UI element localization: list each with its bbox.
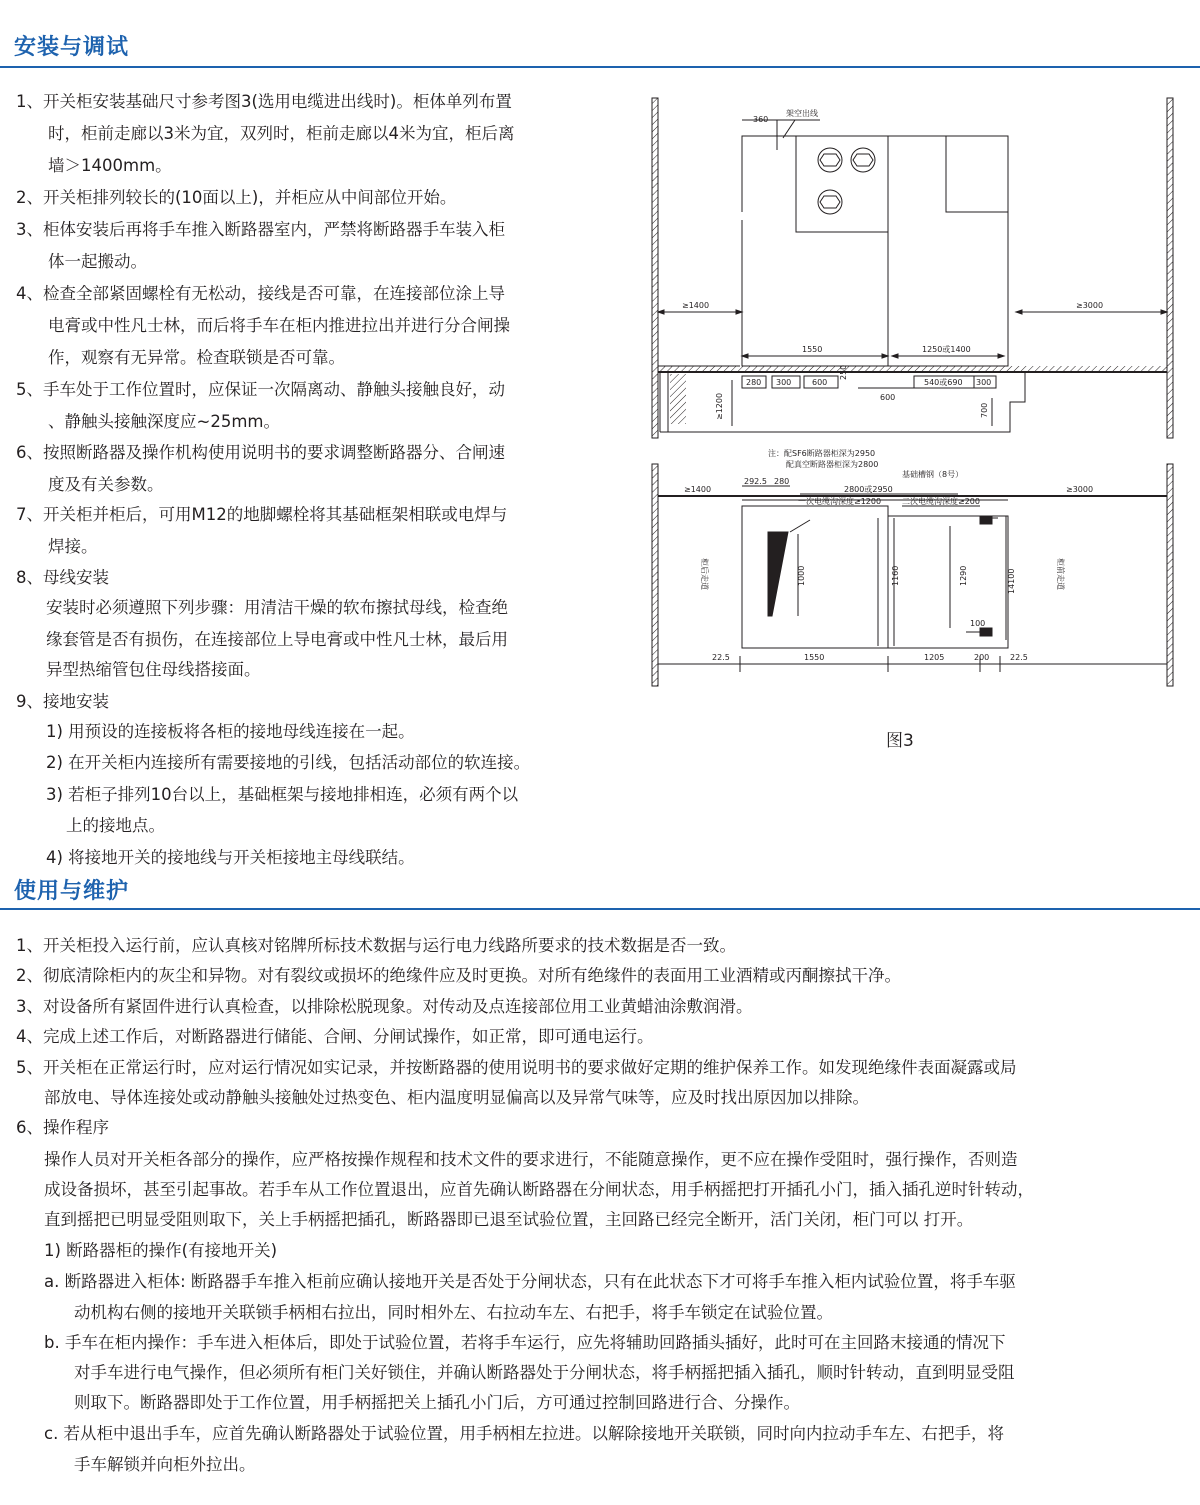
label-cable1: 一次电缆沟深度≥1200	[798, 497, 882, 506]
label-rear-min: ≥1400	[682, 301, 710, 310]
label-rear-corridor: 柜后走道	[700, 558, 709, 590]
label-280-bottom: 280	[774, 477, 790, 486]
bushing	[818, 190, 842, 214]
install-text-line: 1) 用预设的连接板将各柜的接地母线连接在一起。	[46, 722, 415, 741]
label-200: 200	[974, 653, 990, 662]
maintain-text-line: 6、操作程序	[16, 1118, 109, 1137]
label-front-corridor: 柜前走道	[1056, 558, 1065, 590]
install-text-line: 4) 将接地开关的接地线与开关柜接地主母线联结。	[46, 848, 415, 867]
maintain-text-line: c. 若从柜中退出手车，应首先确认断路器处于试验位置，用手柄相左拉进。以解除接地开关联锁，同时向内拉动手车左、右把手，将	[44, 1424, 1005, 1443]
label-1250: 1250或1400	[922, 345, 971, 354]
section-title-maintain: 使用与维护	[14, 879, 130, 904]
label-1205: 1205	[924, 653, 945, 662]
install-text-line: 7、开关柜并柜后，可用M12的地脚螺栓将其基础框架相联或电焊与	[16, 505, 508, 524]
install-text-line: 安装时必须遵照下列步骤：用清洁干燥的软布擦拭母线，检查绝	[46, 598, 508, 617]
label-600b: 600	[880, 393, 896, 402]
install-text-line: 3、柜体安装后再将手车推入断路器室内，严禁将断路器手车装入柜	[16, 220, 505, 239]
cabinet-front	[888, 136, 1008, 366]
bushing-box-right	[946, 136, 1008, 212]
install-text-line: 3) 若柜子排列10台以上，基础框架与接地排相连，必须有两个以	[46, 785, 519, 804]
maintain-text-line: 动机构右侧的接地开关联锁手柄相右拉出，同时相外左、右拉动车左、右把手，将手车锁定在试验位置。	[74, 1303, 833, 1322]
bushing-box	[796, 136, 888, 232]
maintain-text-line: 直到摇把已明显受阻则取下，关上手柄摇把插孔，断路器即已退至试验位置，主回路已经完全断开，活门关闭，柜门可以 打开。	[44, 1210, 974, 1229]
label-100: 100	[970, 619, 986, 628]
left-wall-top	[652, 98, 658, 438]
label-700: 700	[980, 402, 989, 418]
maintain-text-line: 2、彻底清除柜内的灰尘和异物。对有裂纹或损坏的绝缘件应及时更换。对所有绝缘件的表面用工业酒精或丙酮擦拭干净。	[16, 966, 901, 985]
install-text-line: 上的接地点。	[66, 816, 165, 835]
bushing	[851, 148, 875, 172]
maintain-text-line: 手车解锁并向柜外拉出。	[74, 1455, 256, 1474]
label-front-min-bottom: ≥3000	[1066, 485, 1094, 494]
maintain-text-line: 则取下。断路器即处于工作位置，用手柄摇把关上插孔小门后，方可通过控制回路进行合、分操作。	[74, 1393, 800, 1412]
cabinet-rear	[742, 136, 888, 366]
install-text-line: 电膏或中性凡士林，而后将手车在柜内推进拉出并进行分合闸操	[48, 316, 510, 335]
right-wall-top	[1167, 98, 1173, 438]
maintain-text-line: 部放电、导体连接处或动静触头接触处过热变色、柜内温度明显偏高以及异常气味等，应及时找出原因加以排除。	[44, 1088, 869, 1107]
label-1200: ≥1200	[715, 392, 724, 420]
install-text-line: 4、检查全部紧固螺栓有无松动，接线是否可靠，在连接部位涂上导	[16, 284, 505, 303]
install-text-line: 缘套管是否有损伤，在连接部位上导电膏或中性凡士林，最后用	[46, 630, 508, 649]
right-wall-bottom	[1167, 464, 1173, 686]
maintain-text-line: a. 断路器进入柜体: 断路器手车推入柜前应确认接地开关是否处于分闸状态，只有在此状态下才可将手车推入柜内试验位置，将手车驱	[44, 1272, 1016, 1291]
label-250: 250	[839, 364, 848, 380]
label-360: 360	[753, 115, 769, 124]
label-cable2: 二次电缆沟深度≥200	[902, 497, 980, 506]
figure-caption: 图3	[886, 731, 914, 751]
left-wall-bottom	[652, 464, 658, 686]
label-front-min: ≥3000	[1076, 301, 1104, 310]
note-line-1: 注：配SF6断路器柜深为2950	[768, 449, 876, 458]
label-1290: 1290	[959, 565, 968, 586]
figure-notes	[768, 448, 963, 479]
label-overhead: 架空出线	[786, 109, 818, 118]
section-rule-maintain	[0, 908, 1200, 910]
label-1160: 1160	[891, 565, 900, 586]
floor-hatch	[658, 366, 1167, 372]
label-1000: 1000	[797, 565, 806, 586]
install-text-line: 9、接地安装	[16, 692, 109, 711]
maintain-text-line: 成设备损坏，甚至引起事故。若手车从工作位置退出，应首先确认断路器在分闸状态，用手柄摇把打开插孔小门，插入插孔逆时针转动，	[44, 1180, 1034, 1199]
label-280: 280	[746, 378, 762, 387]
maintain-text-line: 对手车进行电气操作，但必须所有柜门关好锁住，并确认断路器处于分闸状态，将手柄摇把插入插孔，顺时针转动，直到明显受阻	[74, 1363, 1015, 1382]
install-text-line: 、静触头接触深度应~25mm。	[48, 412, 280, 431]
maintain-text-line: 操作人员对开关柜各部分的操作，应严格按操作规程和技术文件的要求进行，不能随意操作，更不应在操作受阻时，强行操作，否则造	[44, 1150, 1018, 1169]
section-title-install: 安装与调试	[14, 35, 130, 60]
install-text-line: 体一起搬动。	[48, 252, 147, 271]
bushing	[818, 148, 842, 172]
label-225a: 22.5	[712, 653, 730, 662]
label-rear-min-bottom: ≥1400	[684, 485, 712, 494]
label-14100: 14100	[1007, 568, 1016, 594]
label-300b: 300	[976, 378, 992, 387]
install-text-line: 时，柜前走廊以3米为宜，双列时，柜前走廊以4米为宜，柜后离	[48, 124, 515, 143]
install-text-line: 6、按照断路器及操作机构使用说明书的要求调整断路器分、合闸速	[16, 443, 505, 462]
bottom-section	[652, 464, 1173, 686]
install-text-line: 2、开关柜排列较长的(10面以上)，并柜应从中间部位开始。	[16, 188, 457, 207]
maintain-text-line: 1、开关柜投入运行前，应认真核对铭牌所标技术数据与运行电力线路所要求的技术数据是否一致。	[16, 936, 736, 955]
label-300a: 300	[776, 378, 792, 387]
install-text-line: 5、手车处于工作位置时，应保证一次隔离动、静触头接触良好，动	[16, 380, 505, 399]
cable-trench	[768, 532, 788, 616]
label-channel: 基础槽钢（8号）	[902, 470, 964, 479]
install-text-line: 焊接。	[48, 537, 98, 556]
maintain-text-line: 3、对设备所有紧固件进行认真检查，以排除松脱现象。对传动及点连接部位用工业黄蜡油涂敷润滑。	[16, 997, 753, 1016]
label-600a: 600	[812, 378, 828, 387]
install-text-line: 2) 在开关柜内连接所有需要接地的引线，包括活动部位的软连接。	[46, 753, 531, 772]
figure-3-diagram	[640, 80, 1200, 720]
maintain-text-line: 4、完成上述工作后，对断路器进行储能、合闸、分闸试操作，如正常，即可通电运行。	[16, 1027, 654, 1046]
install-text-line: 1、开关柜安装基础尺寸参考图3(选用电缆进出线时)。柜体单列布置	[16, 92, 512, 111]
label-2800: 2800或2950	[844, 485, 893, 494]
install-text-line: 异型热缩管包住母线搭接面。	[46, 660, 261, 679]
maintain-text-line: b. 手车在柜内操作：手车进入柜体后，即处于试验位置，若将手车运行，应先将辅助回路插头插好，此时可在主回路末接通的情况下	[44, 1333, 1006, 1352]
label-225b: 22.5	[1010, 653, 1028, 662]
install-text-line: 墙＞1400mm。	[48, 156, 172, 175]
install-text-line: 作，观察有无异常。检查联锁是否可靠。	[48, 348, 345, 367]
label-1550-top: 1550	[802, 345, 823, 354]
label-2925: 292.5	[744, 477, 767, 486]
top-plan	[652, 98, 1173, 438]
label-1550-bottom: 1550	[804, 653, 825, 662]
maintain-text-line: 5、开关柜在正常运行时，应对运行情况如实记录，并按断路器的使用说明书的要求做好定期的维护保养工作。如发现绝缘件表面凝露或局	[16, 1058, 1017, 1077]
install-text-line: 度及有关参数。	[48, 475, 164, 494]
maintain-text-line: 1) 断路器柜的操作(有接地开关)	[44, 1241, 278, 1260]
section-rule-install	[0, 66, 1200, 68]
note-line-2: 配真空断路器柜深为2800	[786, 460, 879, 469]
label-540: 540或690	[924, 378, 963, 387]
install-text-line: 8、母线安装	[16, 568, 109, 587]
